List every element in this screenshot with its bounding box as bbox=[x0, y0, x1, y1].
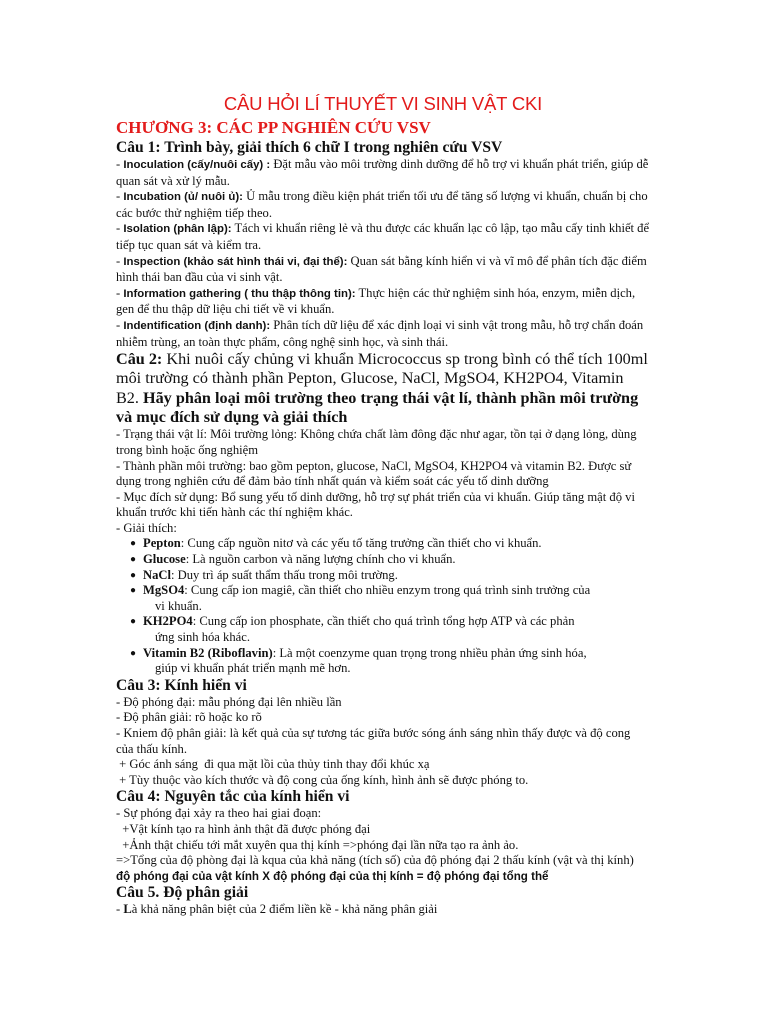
list-item: ● MgSO4: Cung cấp ion magiê, cần thiết cho nhiều enzym trong quá trình sinh trưởng của vi khuẩn. bbox=[130, 583, 591, 613]
question-4-heading: Câu 4: Nguyên tắc của kính hiển vi bbox=[116, 788, 350, 806]
q1-item-inoculation: - Inoculation (cấy/nuôi cấy) : Đặt mẫu vào môi trường dinh dưỡng để hỗ trợ vi khuẩn phát triển, giúp dễ quan sát và xử lý mẫu. bbox=[116, 157, 649, 188]
q1-item-incubation: - Incubation (ủ/ nuôi ủ): Ủ mẫu trong điều kiện phát triển tối ưu để tăng số lượng vi khuẩn, chuẩn bị cho các bước thử nghiệm tiếp theo. bbox=[116, 189, 648, 220]
q4-line: - Sự phóng đại xảy ra theo hai giai đoạn: bbox=[116, 806, 322, 821]
q1-item-identification: - Indentification (định danh): Phân tích dữ liệu để xác định loại vi sinh vật trong mẫu, hỗ trợ chẩn đoán nhiễm trùng, an toàn thực phẩm, công nghệ sinh học, và sinh thái. bbox=[116, 317, 644, 349]
bullet-icon: ● bbox=[130, 616, 137, 628]
list-item: ● KH2PO4: Cung cấp ion phosphate, cần thiết cho quá trình tổng hợp ATP và các phản ứng sinh hóa khác. bbox=[130, 614, 575, 645]
document-content bbox=[116, 92, 650, 918]
q1-item-information-gathering: - Information gathering ( thu thập thông tin): Thực hiện các thử nghiệm sinh hóa, enzym, miễn dịch, gen để thu thập dữ liệu chi tiết về vi khuẩn. bbox=[116, 285, 636, 317]
list-item: ● Pepton: Cung cấp nguồn nitơ và các yếu tố tăng trưởng cần thiết cho vi khuẩn. bbox=[130, 536, 542, 551]
q3-line: - Độ phân giải: rõ hoặc ko rõ bbox=[116, 710, 262, 725]
bullet-icon: ● bbox=[130, 647, 137, 659]
q2-explanation-label: - Giải thích: bbox=[116, 520, 177, 535]
bullet-icon: ● bbox=[130, 569, 137, 581]
q2-physical-state: - Trạng thái vật lí: Môi trường lỏng: Không chứa chất làm đông đặc như agar, tồn tại ở dạng lỏng, dùng trong bình hoặc ống nghiệm bbox=[116, 427, 637, 457]
q2-purpose: - Mục đích sử dụng: Bổ sung yếu tố dinh dưỡng, hỗ trợ sự phát triển của vi khuẩn. Giúp tăng mật độ vi khuẩn trước khi tiến hành các thí nghiệm khác. bbox=[116, 489, 635, 520]
list-item: ● NaCl: Duy trì áp suất thẩm thấu trong môi trường. bbox=[130, 567, 398, 582]
question-5-heading: Câu 5. Độ phân giải bbox=[116, 884, 249, 902]
document-title: CÂU HỎI LÍ THUYẾT VI SINH VẬT CKI bbox=[223, 93, 543, 114]
bullet-icon: ● bbox=[130, 585, 137, 597]
q2-ingredient-list bbox=[116, 536, 650, 676]
q3-line: + Góc ánh sáng đi qua mặt lồi của thủy tinh thay đổi khúc xạ bbox=[116, 757, 430, 772]
question-1-heading: Câu 1: Trình bày, giải thích 6 chữ I trong nghiên cứu VSV bbox=[116, 139, 503, 156]
question-3-heading: Câu 3: Kính hiển vi bbox=[116, 676, 247, 694]
q3-line: + Tùy thuộc vào kích thước và độ cong của ống kính, hình ảnh sẽ được phóng to. bbox=[116, 772, 529, 787]
q1-item-isolation: - Isolation (phân lập): Tách vi khuẩn riêng lẻ và thu được các khuẩn lạc cô lập, tạo mẫu cấy tinh khiết để tiếp tục quan sát và kiểm tra. bbox=[116, 221, 650, 252]
q2-composition: - Thành phần môi trường: bao gồm pepton, glucose, NaCl, MgSO4, KH2PO4 và vitamin B2. Được sử dụng trong nghiên cứu để đảm bảo tính nhất quán và kiểm soát các yếu tố dinh dưỡng bbox=[116, 458, 632, 489]
bullet-icon: ● bbox=[130, 538, 137, 550]
list-item: ● Vitamin B2 (Riboflavin): Là một coenzyme quan trọng trong nhiều phản ứng sinh hóa, giúp vi khuẩn phát triển mạnh mẽ hơn. bbox=[130, 645, 587, 676]
question-2-heading: Câu 2: Khi nuôi cấy chủng vi khuẩn Micrococcus sp trong bình có thể tích 100ml môi trường có thành phần Pepton, Glucose, NaCl, MgSO4, KH2PO4, Vitamin B2. Hãy phân loại môi trường theo trạng thái vật lí, thành phần môi trường và mục đích sử dụng và giải thích bbox=[116, 350, 648, 427]
q4-line: +Vật kính tạo ra hình ảnh thật đã được phóng đại bbox=[116, 821, 371, 836]
q5-line: - Là khả năng phân biệt của 2 điểm liền kề - khả năng phân giải bbox=[116, 902, 438, 917]
list-item: ● Glucose: Là nguồn carbon và năng lượng chính cho vi khuẩn. bbox=[130, 552, 456, 567]
q3-line: - Kniem độ phân giải: là kết quả của sự tương tác giữa bước sóng ánh sáng nhìn thấy được và độ cong của thấu kính. bbox=[116, 726, 631, 756]
q1-item-inspection: - Inspection (khảo sát hình thái vi, đại thể): Quan sát bằng kính hiển vi và vĩ mô để phân tích đặc điểm hình thái ban đầu của vi sinh vật. bbox=[116, 253, 647, 285]
q3-line: - Độ phóng đại: mẫu phóng đại lên nhiều lần bbox=[116, 694, 342, 709]
q4-line: +Ảnh thật chiếu tới mắt xuyên qua thị kính =>phóng đại lần nữa tạo ra ảnh ảo. bbox=[116, 837, 519, 852]
bullet-icon: ● bbox=[130, 554, 137, 566]
chapter-heading: CHƯƠNG 3: CÁC PP NGHIÊN CỨU VSV bbox=[116, 118, 431, 137]
q4-formula: =>Tổng của độ phòng đại là kqua của khả năng (tích số) của độ phóng đại 2 thấu kính (vật và thị kính) độ phóng đại của vật kính X độ phóng đại của thị kính = độ phóng đại tổng thể bbox=[116, 853, 634, 883]
